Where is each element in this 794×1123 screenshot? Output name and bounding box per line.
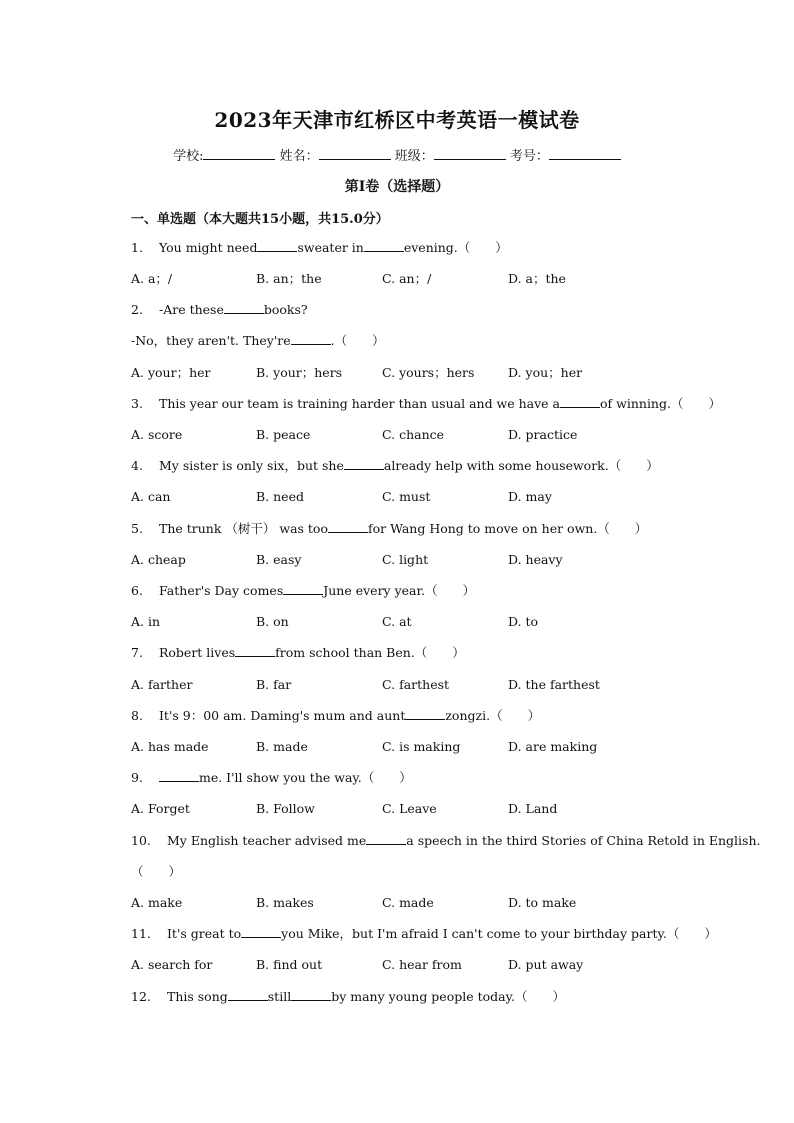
question-number: 2. <box>131 302 143 317</box>
name-blank[interactable] <box>319 146 391 160</box>
question-stem <box>131 708 540 724</box>
option-a[interactable]: A. make <box>131 895 183 910</box>
question-stem <box>131 583 475 599</box>
question-number: 1. <box>131 240 143 255</box>
student-info-line <box>0 145 794 164</box>
stem-text: already help with some housework.（ ） <box>383 458 659 473</box>
stem-text: It's 9：00 am. Daming's mum and aunt <box>158 708 406 723</box>
answer-gap <box>291 989 331 1001</box>
school-label: 学校: <box>173 149 204 164</box>
option-a[interactable]: A. your；her <box>131 365 211 380</box>
option-c[interactable]: C. made <box>382 895 434 910</box>
question-number: 10. <box>131 833 151 848</box>
option-c[interactable]: C. light <box>382 552 429 567</box>
stem-text: a speech in the third Stories of China Retold in English. <box>406 833 761 848</box>
answer-gap <box>291 333 331 345</box>
stem-text: It's great to <box>166 926 242 941</box>
question-stem <box>131 240 508 256</box>
stem-text: from school than Ben.（ ） <box>275 645 465 660</box>
stem-text: of winning.（ ） <box>600 396 721 411</box>
option-a[interactable]: A. score <box>131 427 183 442</box>
stem-text: The trunk （树干） was too <box>158 521 328 536</box>
answer-gap <box>366 833 406 845</box>
option-d[interactable]: D. you；her <box>508 365 583 380</box>
answer-gap <box>560 396 600 408</box>
question-number: 3. <box>131 396 143 411</box>
option-a[interactable]: A. a；/ <box>131 271 173 286</box>
stem-text: zongzi.（ ） <box>445 708 541 723</box>
answer-gap <box>405 708 445 720</box>
question-number: 9. <box>131 770 143 785</box>
question-stem <box>131 396 721 412</box>
option-d[interactable]: D. to make <box>508 895 577 910</box>
stem-text: evening.（ ） <box>403 240 508 255</box>
question-stem <box>131 458 659 474</box>
option-d[interactable]: D. a；the <box>508 271 566 286</box>
stem-text: This year our team is training harder than usual and we have a <box>158 396 561 411</box>
option-b[interactable]: B. on <box>256 614 289 629</box>
question-stem <box>131 521 647 537</box>
question-stem <box>131 926 717 942</box>
option-a[interactable]: A. cheap <box>131 552 186 567</box>
option-b[interactable]: B. your；hers <box>256 365 343 380</box>
question-stem <box>131 770 412 786</box>
question-stem <box>131 989 565 1005</box>
option-c[interactable]: C. hear from <box>382 957 462 972</box>
stem-text: by many young people today.（ ） <box>331 989 565 1004</box>
stem-text: still <box>267 989 292 1004</box>
question-stem <box>131 302 308 318</box>
option-b[interactable]: B. an；the <box>256 271 322 286</box>
stem-text: sweater in <box>297 240 364 255</box>
option-d[interactable]: D. put away <box>508 957 584 972</box>
question-stem-continued: （ ） <box>131 864 182 879</box>
option-a[interactable]: A. Forget <box>131 801 190 816</box>
option-d[interactable]: D. are making <box>508 739 598 754</box>
option-b[interactable]: B. peace <box>256 427 311 442</box>
option-b[interactable]: B. makes <box>256 895 314 910</box>
option-b[interactable]: B. made <box>256 739 308 754</box>
option-b[interactable]: B. find out <box>256 957 323 972</box>
option-d[interactable]: D. the farthest <box>508 677 600 692</box>
answer-gap <box>364 240 404 252</box>
answer-gap <box>344 458 384 470</box>
question-number: 7. <box>131 645 143 660</box>
stem-text: Father's Day comes <box>158 583 284 598</box>
question-number: 4. <box>131 458 143 473</box>
option-c[interactable]: C. is making <box>382 739 461 754</box>
option-a[interactable]: A. search for <box>131 957 213 972</box>
question-stem <box>131 833 760 849</box>
class-blank[interactable] <box>434 146 506 160</box>
school-blank[interactable] <box>203 146 275 160</box>
option-c[interactable]: C. Leave <box>382 801 437 816</box>
option-b[interactable]: B. easy <box>256 552 302 567</box>
answer-gap <box>328 521 368 533</box>
answer-gap <box>283 583 323 595</box>
stem-text: -No，they aren't. They're <box>131 333 291 348</box>
question-number: 8. <box>131 708 143 723</box>
question-number: 6. <box>131 583 143 598</box>
question-number: 5. <box>131 521 143 536</box>
exam-no-label: 考号： <box>509 149 549 164</box>
stem-text: me. I'll show you the way.（ ） <box>198 770 412 785</box>
option-a[interactable]: A. farther <box>131 677 193 692</box>
answer-gap <box>241 926 281 938</box>
option-c[interactable]: C. at <box>382 614 412 629</box>
option-a[interactable]: A. can <box>131 489 171 504</box>
option-d[interactable]: D. to <box>508 614 539 629</box>
answer-gap <box>224 302 264 314</box>
option-c[interactable]: C. chance <box>382 427 445 442</box>
page-title: 2023年天津市红桥区中考英语一模试卷 <box>214 108 580 132</box>
answer-gap <box>159 770 199 782</box>
part-heading: 一、单选题（本大题共15小题，共15.0分） <box>131 212 389 227</box>
stem-text: June every year.（ ） <box>323 583 476 598</box>
option-d[interactable]: D. practice <box>508 427 578 442</box>
question-number: 11. <box>131 926 151 941</box>
option-d[interactable]: D. heavy <box>508 552 563 567</box>
question-stem <box>131 645 465 661</box>
option-b[interactable]: B. far <box>256 677 292 692</box>
question-number: 12. <box>131 989 151 1004</box>
stem-text: You might need <box>158 240 258 255</box>
stem-text: My English teacher advised me <box>166 833 367 848</box>
option-a[interactable]: A. has made <box>131 739 209 754</box>
option-b[interactable]: B. Follow <box>256 801 315 816</box>
exam-no-blank[interactable] <box>549 146 621 160</box>
class-label: 班级： <box>394 149 434 164</box>
answer-gap <box>235 645 275 657</box>
section-title: 第I卷（选择题） <box>344 179 450 195</box>
stem-text: Robert lives <box>158 645 236 660</box>
stem-text: for Wang Hong to move on her own.（ ） <box>367 521 648 536</box>
name-label: 姓名： <box>279 149 319 164</box>
option-c[interactable]: C. farthest <box>382 677 450 692</box>
option-b[interactable]: B. need <box>256 489 304 504</box>
stem-text: -Are these <box>158 302 224 317</box>
option-d[interactable]: D. may <box>508 489 552 504</box>
stem-text: My sister is only six，but she <box>158 458 344 473</box>
option-c[interactable]: C. must <box>382 489 431 504</box>
answer-gap <box>228 989 268 1001</box>
question-stem-continued <box>131 333 385 349</box>
answer-gap <box>257 240 297 252</box>
option-c[interactable]: C. yours；hers <box>382 365 475 380</box>
stem-text: books? <box>263 302 308 317</box>
option-d[interactable]: D. Land <box>508 801 558 816</box>
stem-text: This song <box>166 989 228 1004</box>
stem-text: you Mike，but I'm afraid I can't come to your birthday party.（ ） <box>281 926 717 941</box>
stem-text: .（ ） <box>330 333 385 348</box>
option-a[interactable]: A. in <box>131 614 161 629</box>
option-c[interactable]: C. an；/ <box>382 271 432 286</box>
